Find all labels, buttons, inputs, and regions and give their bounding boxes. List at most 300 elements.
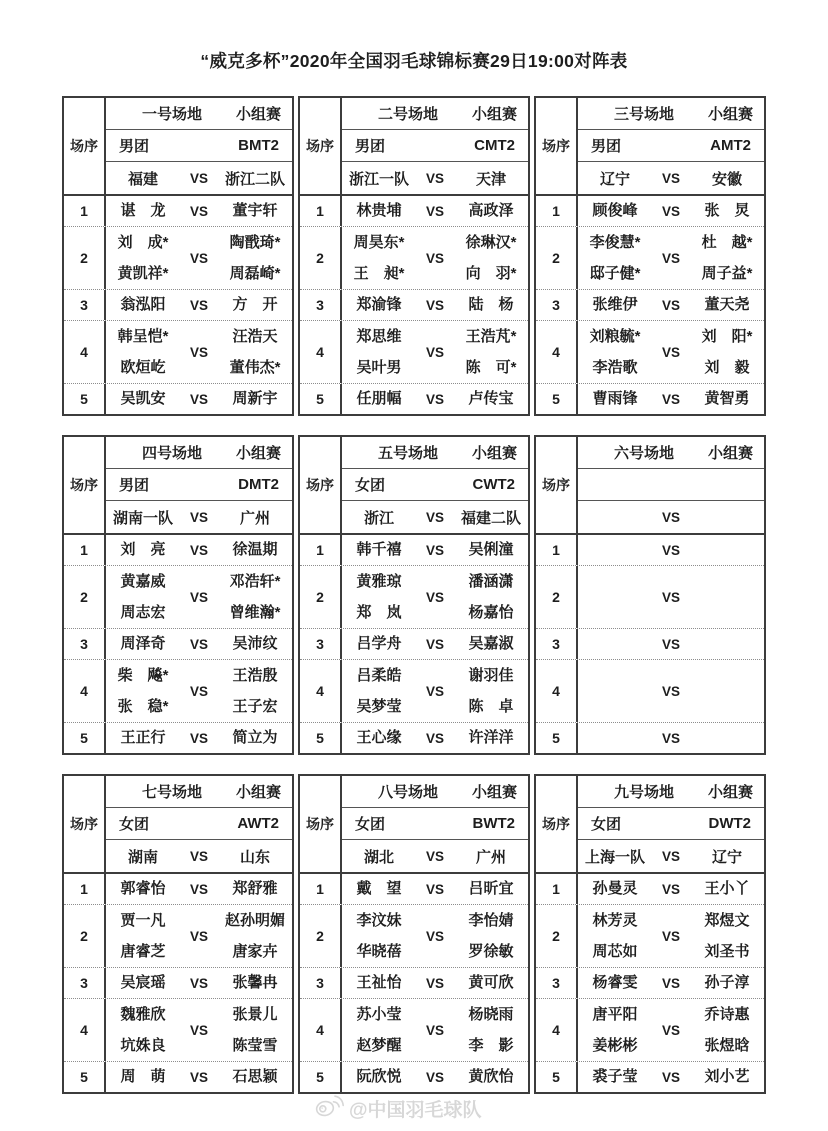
court-name: 二号场地 [378,106,439,123]
player-name: 华晓蓓 [356,942,402,960]
match-order-header: 场序 [300,776,342,872]
player-name: 刘 亮 [120,541,166,559]
teams-row [342,840,528,872]
match-row [64,535,292,565]
vs-label: VS [425,730,444,746]
home-players [106,629,180,659]
away-players [218,999,292,1061]
home-team: 湖北 [363,848,394,866]
match-number: 4 [64,321,106,383]
match-row [300,196,528,226]
team-type: 女团 [591,816,622,833]
match-order-header: 场序 [300,437,342,533]
home-players [578,968,652,998]
match-row [64,226,292,289]
home-team: 辽宁 [599,170,630,188]
teams-row [578,501,764,533]
player-name: 杨睿雯 [592,974,638,992]
away-players [218,290,292,320]
away-players [690,290,764,320]
away-players [454,196,528,226]
teams-row [342,501,528,533]
player-name: 董天尧 [704,296,750,314]
player-name: 周昊东* [353,233,405,251]
vs-label: VS [189,881,208,897]
player-name: 周子益* [701,264,753,282]
home-players [342,321,416,383]
court-title-row [578,437,764,469]
teams-row [106,162,292,194]
away-players [690,968,764,998]
away-players [690,321,764,383]
teams-row [342,162,528,194]
home-players [578,227,652,289]
match-row [300,659,528,722]
match-order-header: 场序 [536,98,578,194]
away-team: 辽宁 [711,848,742,866]
player-name: 魏雅欣 [120,1005,166,1023]
vs-label: VS [425,683,444,699]
player-name: 郭睿怡 [120,880,166,898]
court-table [298,96,530,416]
court-name: 七号场地 [142,784,203,801]
match-cell [578,629,764,659]
vs-label: VS [189,391,208,407]
home-players [342,566,416,628]
away-team: 广州 [239,509,270,527]
match-row [536,383,764,414]
group-code: BMT2 [238,137,279,154]
away-players [454,290,528,320]
away-players [690,874,764,904]
match-number: 1 [300,196,342,226]
match-rows [536,874,764,1092]
away-players [454,660,528,722]
court-table [534,435,766,755]
match-cell [106,384,292,414]
player-name: 董伟杰* [229,358,281,376]
player-name: 黄雅琼 [356,572,402,590]
match-row [300,998,528,1061]
vs-label: VS [661,730,680,746]
player-name: 黄智勇 [704,390,750,408]
vs-label: VS [425,975,444,991]
away-players [218,905,292,967]
match-row [64,967,292,998]
court-title-row [106,776,292,808]
match-cell [342,874,528,904]
court-title-row [342,776,528,808]
team-type: 女团 [119,816,150,833]
event-row [578,808,764,840]
away-players [454,999,528,1061]
match-cell [342,535,528,565]
match-cell [342,196,528,226]
group-code: AWT2 [237,815,279,832]
match-cell [106,968,292,998]
schedule-grid [62,96,766,1094]
player-name: 吴沛纹 [232,635,278,653]
player-name: 刘 成* [117,233,169,251]
player-name: 周志宏 [120,603,166,621]
match-row [536,659,764,722]
vs-label: VS [189,975,208,991]
match-cell [578,535,764,565]
event-row [106,808,292,840]
player-name: 周新宇 [232,390,278,408]
match-row [536,967,764,998]
player-name: 乔诗惠 [704,1005,750,1023]
match-row [64,320,292,383]
away-team: 福建二队 [460,509,521,527]
away-team: 山东 [239,848,270,866]
player-name: 刘粮毓* [589,327,641,345]
match-row [300,967,528,998]
away-players [218,1062,292,1092]
home-players [342,905,416,967]
court-title-row [578,776,764,808]
player-name: 唐平阳 [592,1005,638,1023]
match-number: 3 [300,290,342,320]
match-number: 4 [300,321,342,383]
player-name: 陈 卓 [468,697,514,715]
match-cell [342,660,528,722]
away-players [218,723,292,753]
vs-label: VS [661,1022,680,1038]
court-title-row [342,98,528,130]
home-players [342,968,416,998]
match-number: 3 [64,968,106,998]
player-name: 简立为 [232,729,278,747]
player-name: 谌 龙 [120,202,166,220]
vs-label: VS [425,250,444,266]
match-number: 5 [64,384,106,414]
match-row [300,874,528,904]
match-row [536,904,764,967]
match-cell [342,629,528,659]
vs-label: VS [189,928,208,944]
vs-label: VS [661,881,680,897]
vs-label: VS [661,542,680,558]
away-players [690,629,764,659]
court-table [298,435,530,755]
player-name: 周泽奇 [120,635,166,653]
vs-label: VS [661,683,680,699]
match-row [536,196,764,226]
home-players [106,321,180,383]
player-name: 董宇轩 [232,202,278,220]
match-number: 2 [536,566,578,628]
teams-row [106,501,292,533]
vs-label: VS [189,344,208,360]
player-name: 孙子淳 [704,974,750,992]
match-number: 4 [64,660,106,722]
match-rows [64,535,292,753]
match-order-header: 场序 [64,437,106,533]
player-name: 王 昶* [353,264,405,282]
vs-label: VS [661,928,680,944]
player-name: 吕柔皓 [356,666,402,684]
match-cell [106,196,292,226]
player-name: 黄欣怡 [468,1068,514,1086]
home-players [342,384,416,414]
match-cell [342,384,528,414]
away-team: 浙江二队 [224,170,285,188]
player-name: 刘 阳* [701,327,753,345]
player-name: 林芳灵 [592,911,638,929]
player-name: 黄凯祥* [117,264,169,282]
vs-label: VS [189,250,208,266]
player-name: 阮欣悦 [356,1068,402,1086]
player-name: 郑渝锋 [356,296,402,314]
player-name: 郑思维 [356,327,402,345]
away-players [454,227,528,289]
match-number: 1 [536,874,578,904]
vs-label: VS [189,203,208,219]
court-title-row [106,437,292,469]
match-row [536,722,764,753]
match-cell [342,999,528,1061]
event-row [578,469,764,501]
away-players [454,384,528,414]
court-table [62,96,294,416]
home-players [342,535,416,565]
match-cell [578,290,764,320]
vs-label: VS [189,1022,208,1038]
match-number: 3 [64,290,106,320]
vs-label: VS [661,975,680,991]
away-players [690,723,764,753]
court-table [298,774,530,1094]
player-name: 韩呈恺* [117,327,169,345]
home-players [106,566,180,628]
stage-label: 小组赛 [471,106,517,123]
vs-label: VS [425,928,444,944]
home-team: 湖南 [127,848,158,866]
match-number: 4 [300,999,342,1061]
home-players [578,321,652,383]
court-header [64,98,292,196]
vs-label: VS [425,589,444,605]
court-header [64,437,292,535]
home-players [106,290,180,320]
match-order-header: 场序 [64,776,106,872]
away-players [218,566,292,628]
match-cell [578,874,764,904]
player-name: 张 炅 [704,202,750,220]
match-number: 1 [536,535,578,565]
match-cell [106,566,292,628]
vs-label: VS [189,683,208,699]
stage-label: 小组赛 [235,106,281,123]
player-name: 郑煜文 [704,911,750,929]
away-players [218,874,292,904]
event-row [342,130,528,162]
home-players [578,290,652,320]
match-row [64,383,292,414]
team-type: 男团 [119,477,150,494]
match-number: 5 [300,723,342,753]
home-players [578,629,652,659]
match-cell [342,566,528,628]
player-name: 王小丫 [704,880,750,898]
match-cell [106,660,292,722]
match-row [300,628,528,659]
stage-label: 小组赛 [707,445,753,462]
home-players [578,535,652,565]
player-name: 曹雨锋 [592,390,638,408]
match-number: 3 [536,968,578,998]
match-number: 1 [64,196,106,226]
court-table [62,774,294,1094]
away-players [690,566,764,628]
away-players [218,227,292,289]
match-row [536,628,764,659]
away-players [454,321,528,383]
match-number: 3 [64,629,106,659]
player-name: 韩千禧 [356,541,402,559]
vs-label: VS [425,881,444,897]
home-players [578,999,652,1061]
vs-label: VS [425,1022,444,1038]
away-players [690,227,764,289]
home-players [342,999,416,1061]
court-table [534,774,766,1094]
court-header [536,776,764,874]
vs-label: VS [189,589,208,605]
away-players [454,566,528,628]
player-name: 杨嘉怡 [468,603,514,621]
court-title-row [578,98,764,130]
home-players [578,566,652,628]
player-name: 孙曼灵 [592,880,638,898]
player-name: 任朋幅 [356,390,402,408]
match-rows [64,196,292,414]
vs-label: VS [189,636,208,652]
player-name: 吴梦莹 [356,697,402,715]
court-header [64,776,292,874]
match-cell [578,905,764,967]
match-order-header: 场序 [536,437,578,533]
vs-label: VS [189,297,208,313]
court-name: 三号场地 [614,106,675,123]
player-name: 张景儿 [232,1005,278,1023]
match-number: 3 [536,629,578,659]
match-row [64,1061,292,1092]
home-players [578,905,652,967]
player-name: 李俊慧* [589,233,641,251]
player-name: 吴俐潼 [468,541,514,559]
team-type: 女团 [355,816,386,833]
match-number: 1 [536,196,578,226]
away-players [690,999,764,1061]
home-players [106,968,180,998]
player-name: 李浩歌 [592,358,638,376]
match-row [300,289,528,320]
match-number: 4 [536,999,578,1061]
home-players [106,384,180,414]
match-row [536,226,764,289]
watermark [314,1094,482,1122]
match-row [536,535,764,565]
vs-label: VS [189,848,208,864]
player-name: 欧烜屹 [120,358,166,376]
player-name: 曾维瀚* [229,603,281,621]
home-players [106,999,180,1061]
home-team: 浙江 [363,509,394,527]
match-number: 1 [64,874,106,904]
player-name: 赵梦醒 [356,1036,402,1054]
home-players [342,1062,416,1092]
player-name: 陈莹雪 [232,1036,278,1054]
vs-label: VS [425,297,444,313]
player-name: 戴 望 [356,880,402,898]
home-players [342,723,416,753]
match-cell [578,723,764,753]
match-number: 2 [64,905,106,967]
match-cell [578,999,764,1061]
vs-label: VS [425,509,444,525]
match-cell [106,227,292,289]
player-name: 周 萌 [120,1068,166,1086]
home-players [342,227,416,289]
home-players [106,1062,180,1092]
match-row [536,998,764,1061]
away-players [690,384,764,414]
player-name: 裘子莹 [592,1068,638,1086]
match-row [536,1061,764,1092]
match-cell [578,968,764,998]
event-row [106,469,292,501]
player-name: 吴凯安 [120,390,166,408]
home-players [106,196,180,226]
vs-label: VS [425,1069,444,1085]
match-row [300,383,528,414]
home-players [342,874,416,904]
player-name: 吴宸瑶 [120,974,166,992]
player-name: 王心缘 [356,729,402,747]
stage-label: 小组赛 [235,784,281,801]
away-players [218,535,292,565]
away-players [218,660,292,722]
match-row [64,289,292,320]
vs-label: VS [661,636,680,652]
match-rows [300,196,528,414]
match-row [64,874,292,904]
match-number: 5 [536,723,578,753]
player-name: 高政泽 [468,202,514,220]
away-players [690,660,764,722]
match-number: 1 [64,535,106,565]
player-name: 周磊崎* [229,264,281,282]
away-players [218,321,292,383]
vs-label: VS [661,344,680,360]
player-name: 唐睿芝 [120,942,166,960]
match-number: 5 [64,723,106,753]
match-order-header: 场序 [536,776,578,872]
match-order-header: 场序 [300,98,342,194]
player-name: 方 开 [232,296,278,314]
court-name: 八号场地 [378,784,439,801]
vs-label: VS [661,509,680,525]
home-players [106,874,180,904]
match-cell [578,321,764,383]
home-players [578,384,652,414]
match-row [64,722,292,753]
match-cell [342,290,528,320]
match-row [64,565,292,628]
home-players [342,629,416,659]
